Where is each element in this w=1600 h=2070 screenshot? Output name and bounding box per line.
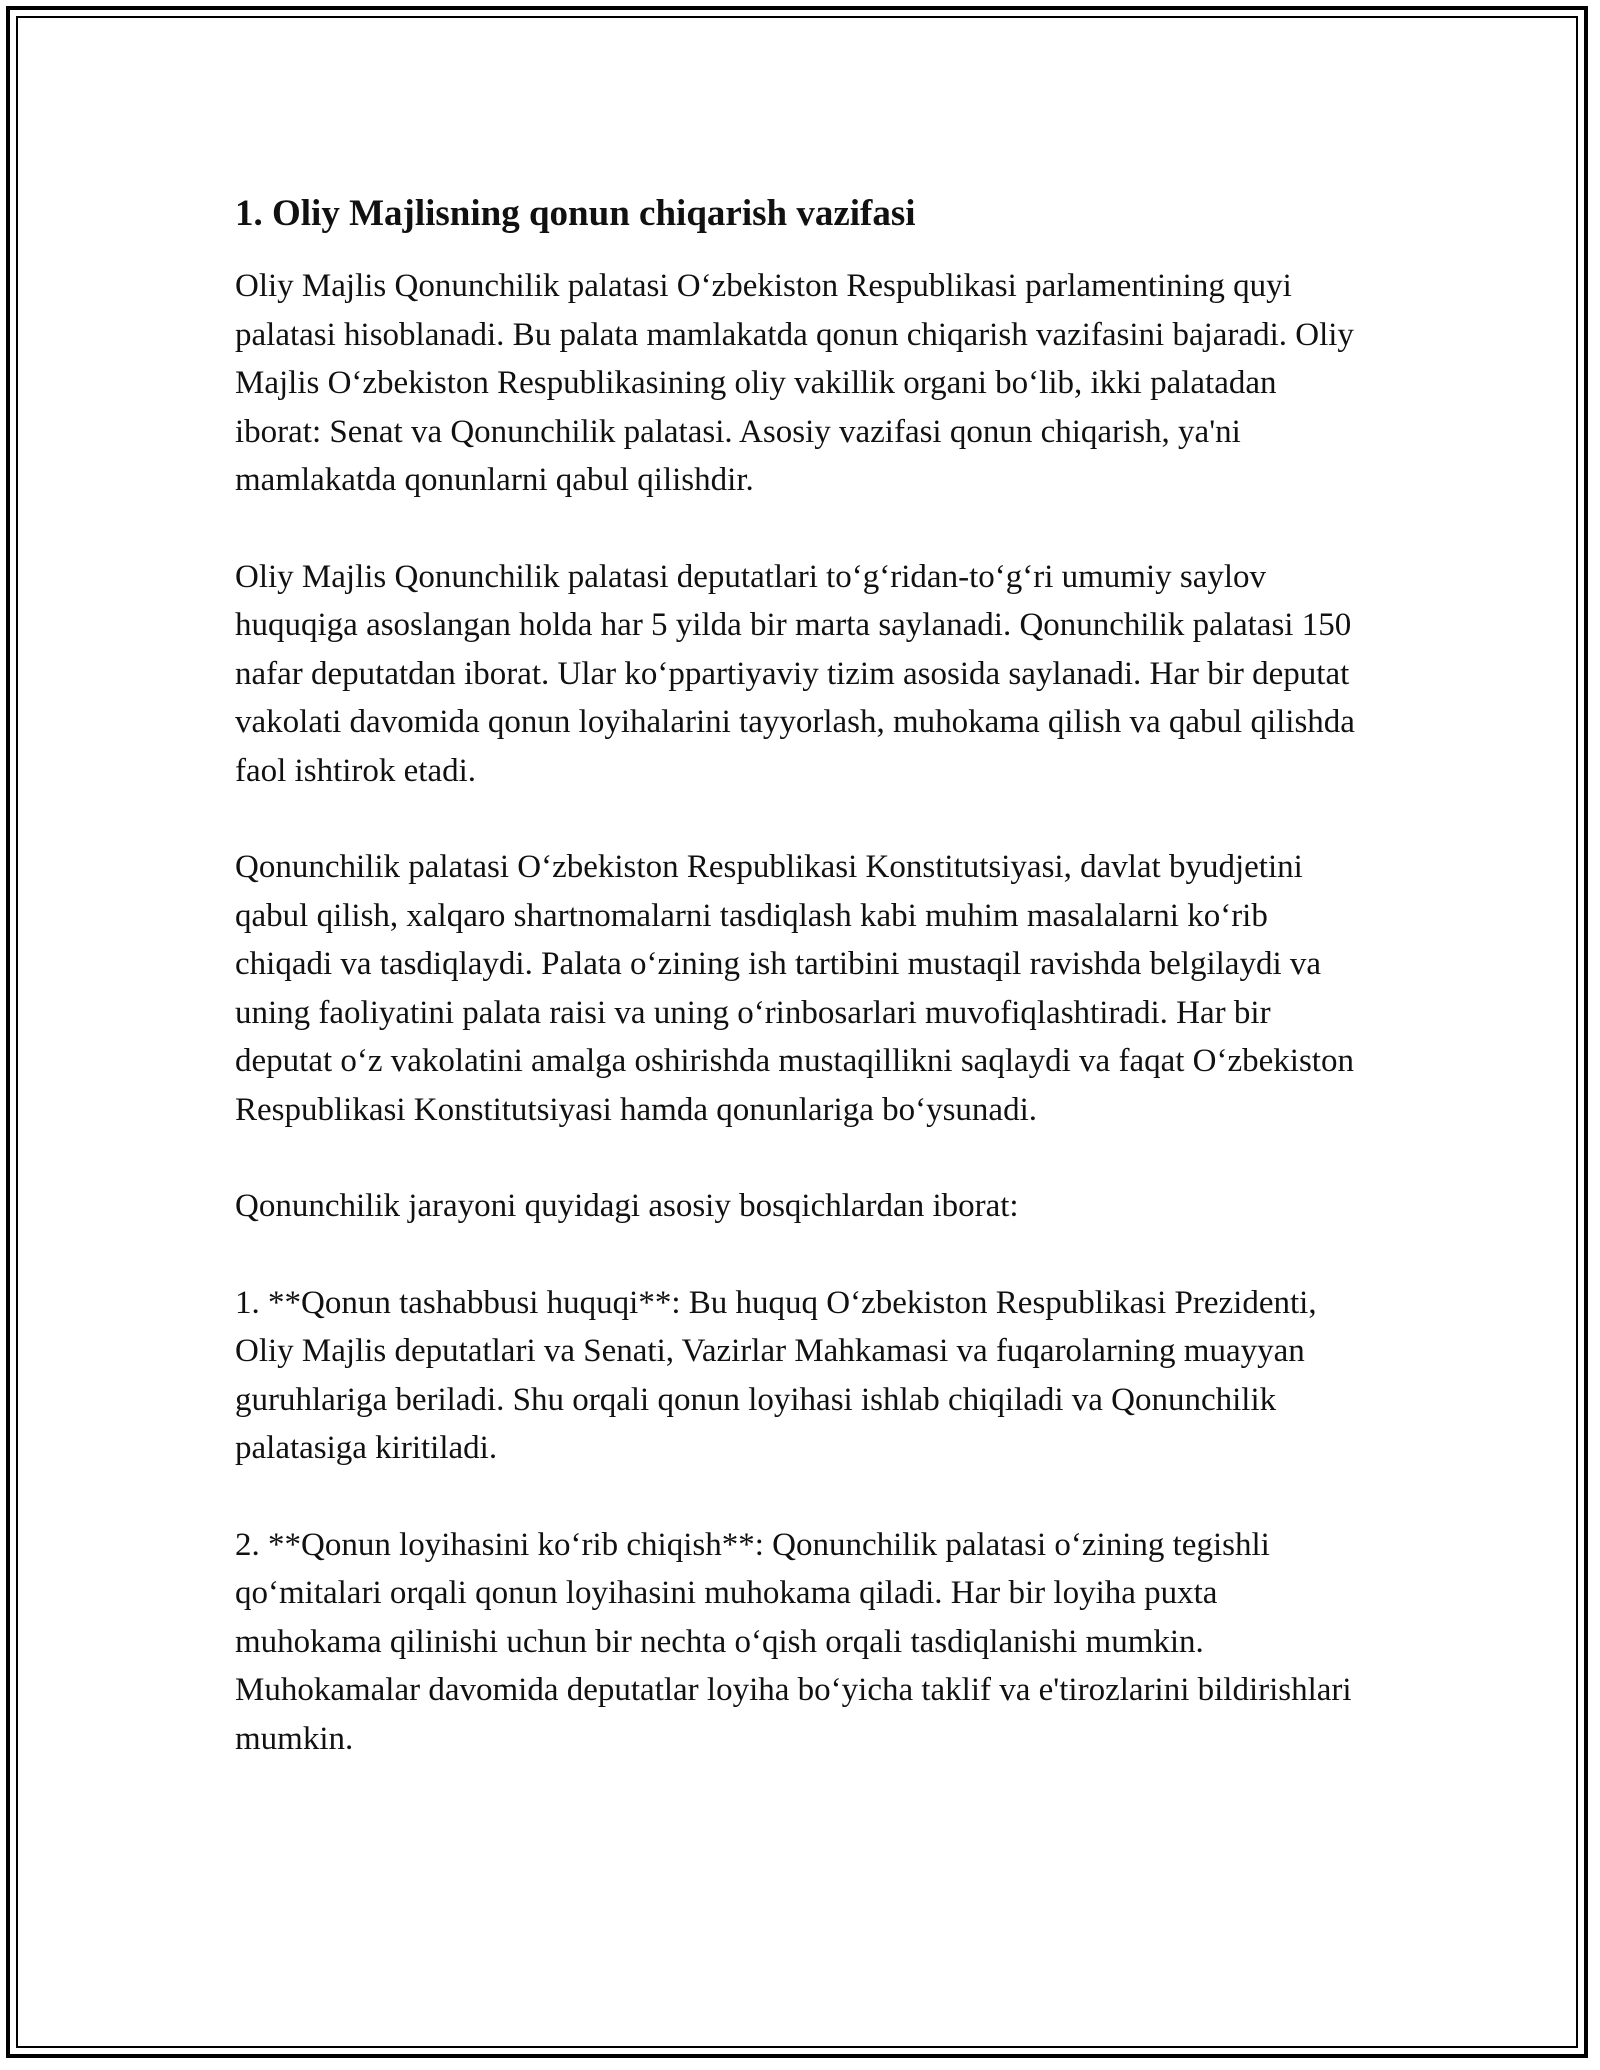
document-body (235, 186, 1370, 1811)
paragraph-powers: Qonunchilik palatasi O‘zbekiston Respublikasi Konstitutsiyasi, davlat byudjetini qabul qilish, xalqaro shartnomalarni tasdiqlash kabi muhim masalalarni ko‘rib chiqadi va tasdiqlaydi. Palata o‘zining ish tartibini mustaqil ravishda belgilaydi va uning faoliyatini palata raisi va uning o‘rinbosarlari muvofiqlashtiradi. Har bir deputat o‘z vakolatini amalga oshirishda mustaqillikni saqlaydi va faqat O‘zbekiston Respublikasi Konstitutsiyasi hamda qonunlariga bo‘ysunadi. (235, 849, 1354, 1128)
paragraph-stages-intro: Qonunchilik jarayoni quyidagi asosiy bosqichlardan iborat: (235, 1188, 1019, 1224)
paragraph-deputies: Oliy Majlis Qonunchilik palatasi deputatlari to‘g‘ridan-to‘g‘ri umumiy saylov huquqiga asoslangan holda har 5 yilda bir marta saylanadi. Qonunchilik palatasi 150 nafar deputatdan iborat. Ular ko‘ppartiyaviy tizim asosida saylanadi. Har bir deputat vakolati davomida qonun loyihalarini tayyorlash, muhokama qilish va qabul qilishda faol ishtirok etadi. (235, 558, 1355, 789)
list-item-stage-1: 1. **Qonun tashabbusi huquqi**: Bu huquq O‘zbekiston Respublikasi Prezidenti, Oliy Majlis deputatlari va Senati, Vazirlar Mahkamasi va fuqarolarning muayyan guruhlariga beriladi. Shu orqali qonun loyihasi ishlab chiqiladi va Qonunchilik palatasiga kiritiladi. (235, 1284, 1317, 1466)
list-item-stage-2: 2. **Qonun loyihasini ko‘rib chiqish**: Qonunchilik palatasi o‘zining tegishli qo‘mitalari orqali qonun loyihasini muhokama qiladi. Har bir loyiha puxta muhokama qilinishi uchun bir nechta o‘qish orqali tasdiqlanishi mumkin. Muhokamalar davomida deputatlar loyiha bo‘yicha taklif va e'tirozlarini bildirishlari mumkin. (235, 1526, 1352, 1757)
section-heading: 1. Oliy Majlisning qonun chiqarish vazifasi (235, 193, 916, 234)
paragraph-intro: Oliy Majlis Qonunchilik palatasi O‘zbekiston Respublikasi parlamentining quyi palatasi hisoblanadi. Bu palata mamlakatda qonun chiqarish vazifasini bajaradi. Oliy Majlis O‘zbekiston Respublikasining oliy vakillik organi bo‘lib, ikki palatadan iborat: Senat va Qonunchilik palatasi. Asosiy vazifasi qonun chiqarish, ya'ni mamlakatda qonunlarni qabul qilishdir. (235, 268, 1354, 498)
